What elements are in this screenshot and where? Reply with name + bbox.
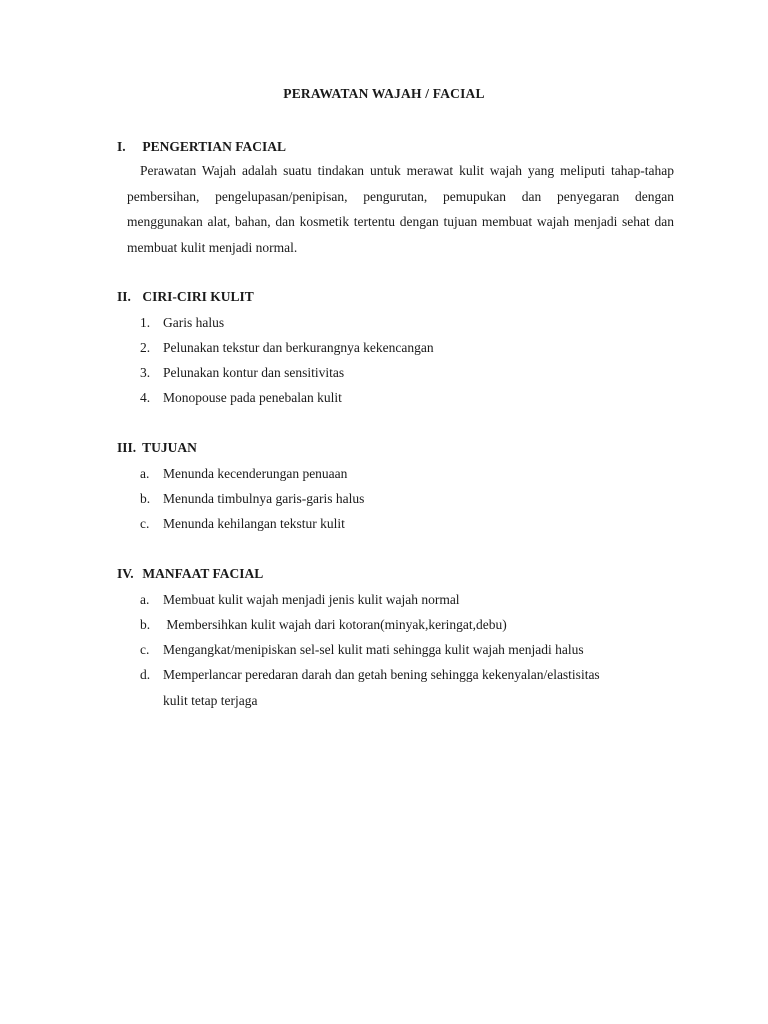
list-item-text: Memperlancar peredaran darah dan getah bening sehingga kekenyalan/elastisitas [163, 667, 600, 682]
list-item [140, 515, 345, 533]
list-item-text: Membersihkan kulit wajah dari kotoran(minyak,keringat,debu) [163, 617, 507, 632]
section-number: II. [117, 289, 131, 304]
list-item [140, 666, 600, 684]
section-heading-pengertian [117, 139, 286, 155]
list-item-text: Pelunakan tekstur dan berkurangnya kekencangan [163, 340, 434, 355]
section-number: I. [117, 139, 126, 154]
section-title: MANFAAT FACIAL [142, 566, 264, 581]
list-item [140, 364, 344, 382]
list-marker: c. [140, 642, 150, 657]
section-number: III. [117, 440, 137, 455]
list-marker: a. [140, 592, 150, 607]
section-number: IV. [117, 566, 134, 581]
section-heading-ciri-ciri [117, 289, 254, 305]
list-item-text: Monopouse pada penebalan kulit [163, 390, 342, 405]
list-item-text: Menunda kehilangan tekstur kulit [163, 516, 345, 531]
list-item-text: Pelunakan kontur dan sensitivitas [163, 365, 345, 380]
list-item-text: Mengangkat/menipiskan sel-sel kulit mati sehingga kulit wajah menjadi halus [163, 642, 584, 657]
list-marker: 2. [140, 340, 151, 355]
definition-paragraph: Perawatan Wajah adalah suatu tindakan untuk merawat kulit wajah yang meliputi tahap-tahap pembersihan, pengelupasan/penipisan, pengurutan, pemupukan dan penyegaran dengan menggunakan alat, bahan, dan kosmetik tertentu dengan tujuan membuat wajah menjadi sehat dan membuat kulit menjadi normal. [127, 163, 674, 255]
document-title: PERAWATAN WAJAH / FACIAL [283, 86, 485, 101]
list-item-continuation: kulit tetap terjaga [163, 693, 258, 708]
list-marker: b. [140, 491, 151, 506]
list-item [140, 490, 364, 508]
section-title: TUJUAN [142, 440, 197, 455]
list-item-text: Garis halus [163, 315, 225, 330]
section-heading-tujuan [117, 440, 197, 456]
section-title: CIRI-CIRI KULIT [142, 289, 254, 304]
list-item [140, 616, 507, 634]
list-marker: 4. [140, 390, 151, 405]
section-heading-manfaat [117, 566, 263, 582]
list-item [140, 591, 460, 609]
list-item-text: Membuat kulit wajah menjadi jenis kulit wajah normal [163, 592, 460, 607]
list-item [140, 465, 347, 483]
list-marker: 3. [140, 365, 151, 380]
list-item [140, 339, 434, 357]
list-marker: b. [140, 617, 151, 632]
list-marker: d. [140, 667, 151, 682]
list-marker: 1. [140, 315, 151, 330]
list-item [140, 389, 342, 407]
list-item-text: Menunda timbulnya garis-garis halus [163, 491, 365, 506]
list-marker: a. [140, 466, 150, 481]
list-item-text: Menunda kecenderungan penuaan [163, 466, 348, 481]
section-title: PENGERTIAN FACIAL [142, 139, 287, 154]
list-item [140, 314, 224, 332]
list-item [140, 641, 584, 659]
list-marker: c. [140, 516, 150, 531]
